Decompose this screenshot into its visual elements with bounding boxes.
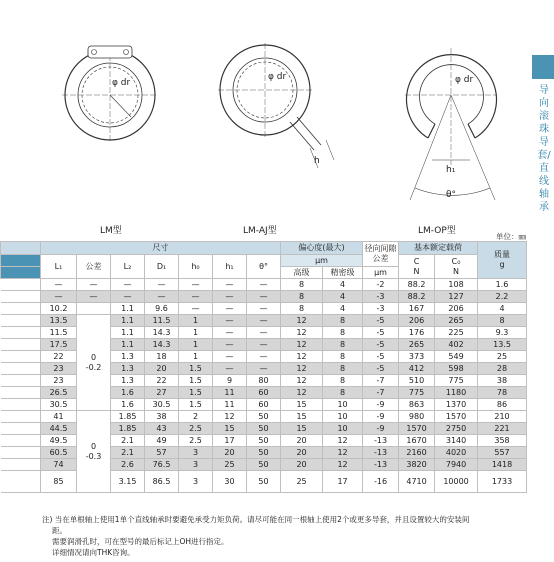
table-cell: -5 [363,315,399,327]
table-cell: 1 [179,339,213,351]
table-cell: 12 [281,339,323,351]
table-cell: 1570 [399,423,435,435]
table-cell: 23 [41,363,77,375]
table-cell: — [41,279,77,291]
c0-label: C₀ [451,256,461,266]
row-stub [1,351,41,363]
header-eccentricity [281,242,363,255]
table-cell: 20 [281,459,323,471]
table-cell: 11 [213,399,247,411]
diagram-area [0,0,554,240]
table-cell: 49.5 [41,435,77,447]
table-cell: 2.6 [111,459,145,471]
table-cell: 1570 [435,411,478,423]
table-cell: 8 [323,327,363,339]
table-cell: — [213,327,247,339]
lm-op-dr-label: φ dr [455,75,474,85]
row-stub [1,315,41,327]
header-tolerance: 公差 [77,255,111,279]
table-cell: 15 [281,423,323,435]
table-cell: 12 [281,387,323,399]
table-cell: 4 [323,291,363,303]
table-cell: -5 [363,327,399,339]
table-cell: 1.1 [111,315,145,327]
table-cell: 10.2 [41,303,77,315]
table-cell: 50 [247,423,281,435]
table-cell: — [247,339,281,351]
table-cell: — [247,315,281,327]
table-cell: — [41,291,77,303]
table-cell: 50 [247,459,281,471]
header-mass [478,242,527,279]
table-cell: 8 [323,315,363,327]
table-cell: 60 [247,387,281,399]
table-row [1,291,527,303]
row-stub [1,459,41,471]
table-cell: 8 [478,315,527,327]
table-cell: 1670 [399,435,435,447]
table-cell: 74 [41,459,77,471]
table-cell: 26.5 [41,387,77,399]
table-cell: -3 [363,291,399,303]
table-cell: 358 [478,435,527,447]
table-cell: 22 [41,351,77,363]
table-cell: 2750 [435,423,478,435]
table-cell: 127 [435,291,478,303]
table-cell: 27 [145,387,179,399]
table-cell: 8 [323,375,363,387]
table-cell: 17 [213,435,247,447]
table-cell: 12 [323,435,363,447]
table-cell: 86.5 [145,471,179,493]
table-cell: — [213,339,247,351]
table-cell: 25 [213,459,247,471]
table-cell: -9 [363,411,399,423]
mass-unit: g [499,260,505,269]
table-cell: 598 [435,363,478,375]
table-cell: 43 [145,423,179,435]
table-cell: 8 [323,351,363,363]
row-stub [1,291,41,303]
table-cell: 88.2 [399,279,435,291]
unit-label: 单位：㎜ [496,232,526,241]
table-cell: -9 [363,399,399,411]
header-load-rating: 基本额定载荷 [399,242,478,255]
table-cell: 2.1 [111,447,145,459]
table-cell: 8 [323,339,363,351]
table-cell: 25 [478,351,527,363]
row-stub [1,447,41,459]
table-cell: — [247,351,281,363]
table-cell: 1.1 [111,303,145,315]
table-cell: — [247,279,281,291]
header-radial-clearance [363,242,399,267]
table-cell: 12 [281,363,323,375]
table-cell: — [179,291,213,303]
table-cell: 9 [213,375,247,387]
table-cell: 11 [213,387,247,399]
table-cell: 775 [399,387,435,399]
table-cell: 2.5 [179,423,213,435]
header-c [399,255,435,279]
header-left-stub-2 [1,255,41,267]
table-cell: 88.2 [399,291,435,303]
tolerance-cell [77,303,111,315]
table-cell: 12 [281,315,323,327]
table-cell: 1 [179,315,213,327]
row-stub [1,339,41,351]
header-c0 [435,255,478,279]
table-cell: 1370 [435,399,478,411]
lm-op-theta-label: θ° [446,190,457,200]
table-cell: 863 [399,399,435,411]
tolerance-group-2: 0 -0.3 [77,411,111,493]
header-left-stub-3 [1,267,41,279]
row-stub [1,435,41,447]
table-cell: 510 [399,375,435,387]
table-cell: 22 [145,375,179,387]
table-cell: 86 [478,399,527,411]
tolerance-cell: — [77,279,111,291]
table-cell: — [145,291,179,303]
table-cell: 221 [478,423,527,435]
table-cell: 1.5 [179,363,213,375]
table-cell: 2 [179,411,213,423]
table-cell: 50 [247,447,281,459]
lm-aj-type-diagram [218,43,334,168]
header-precision-grade: 精密级 [323,267,363,279]
table-cell: 2.2 [478,291,527,303]
table-cell: -5 [363,363,399,375]
row-stub [1,327,41,339]
table-cell: 9.3 [478,327,527,339]
c-unit: N [413,266,420,276]
header-L1: L₁ [41,255,77,279]
side-tab-marker [532,55,554,79]
table-cell: — [213,315,247,327]
header-high-grade: 高级 [281,267,323,279]
header-theta: θ° [247,255,281,279]
header-radial-unit: μm [363,267,399,279]
header-h0: h₀ [179,255,213,279]
lm-op-type-diagram [405,48,497,200]
row-stub [1,303,41,315]
table-row [1,315,527,327]
table-cell: 1 [179,327,213,339]
table-cell: 30.5 [41,399,77,411]
row-stub [1,375,41,387]
table-cell: 3140 [435,435,478,447]
table-cell: — [213,351,247,363]
table-cell: 17 [323,471,363,493]
table-row [1,303,527,315]
row-stub [1,279,41,291]
table-cell: 1.6 [111,387,145,399]
header-dimensions: 尺寸 [41,242,281,255]
table-cell: 60.5 [41,447,77,459]
table-cell: 13.5 [41,315,77,327]
table-cell: -5 [363,351,399,363]
table-cell: 3 [179,459,213,471]
table-cell: — [247,291,281,303]
table-cell: 78 [478,387,527,399]
table-cell: -7 [363,375,399,387]
table-cell: 30 [213,471,247,493]
table-cell: 10 [323,411,363,423]
table-cell: 50 [247,471,281,493]
table-cell: -5 [363,339,399,351]
side-section-title: 导向滚珠导套/直线轴承 [537,85,551,213]
table-cell: 17.5 [41,339,77,351]
table-row [1,411,527,423]
table-cell: 11.5 [41,327,77,339]
table-cell: 28 [478,363,527,375]
table-cell: 1.5 [179,399,213,411]
table-cell: 80 [247,375,281,387]
table-cell: 15 [281,411,323,423]
lm-op-h1-label: h₁ [446,165,456,175]
c-label: C [413,256,420,266]
table-cell: 1.3 [111,375,145,387]
table-cell: — [213,303,247,315]
table-cell: 775 [435,375,478,387]
header-eccentricity-unit: μm [281,255,363,267]
table-cell: 4 [478,303,527,315]
table-cell: 15 [213,423,247,435]
table-cell: -13 [363,435,399,447]
header-D1: D₁ [145,255,179,279]
table-cell: 12 [323,447,363,459]
lm-type-diagram [62,46,158,143]
table-cell: 402 [435,339,478,351]
header-L2: L₂ [111,255,145,279]
note-line-1: 注) 当在单根轴上使用1单个直线轴承时要避免承受力矩负荷。请尽可能在同一根轴上使用2个或更多导套，并且设置较大的安装间 [42,515,470,524]
table-cell: 14.3 [145,339,179,351]
table-cell: 1.1 [111,339,145,351]
table-cell: 50 [247,411,281,423]
table-cell: 49 [145,435,179,447]
table-cell: -7 [363,387,399,399]
note-line-2: 距。 [52,526,67,535]
table-cell: 12 [281,327,323,339]
c0-unit: N [453,266,460,276]
table-cell: 12 [281,351,323,363]
table-cell: — [179,303,213,315]
table-cell: -13 [363,459,399,471]
table-cell: -16 [363,471,399,493]
table-cell: 265 [435,315,478,327]
table-cell: 10000 [435,471,478,493]
table-cell: 3 [179,471,213,493]
table-cell: 18 [145,351,179,363]
table-cell: 176 [399,327,435,339]
table-cell: 10 [323,399,363,411]
table-cell: 85 [41,471,77,493]
table-cell: 9.6 [145,303,179,315]
table-cell: 60 [247,399,281,411]
table-cell: 2.5 [179,435,213,447]
table-cell: 1418 [478,459,527,471]
tolerance-cell: — [77,291,111,303]
bearing-diagrams [0,0,554,240]
table-cell: -13 [363,447,399,459]
spec-table [0,241,527,493]
table-cell: 14.3 [145,327,179,339]
tolerance-group-1: 0 -0.2 [77,315,111,411]
table-cell: 3.15 [111,471,145,493]
table-cell: — [213,279,247,291]
table-cell: 41 [41,411,77,423]
mass-label: 质量 [494,250,511,259]
table-cell: 12 [281,375,323,387]
table-cell: 1.6 [111,399,145,411]
lm-aj-type-label: LM-AJ型 [243,226,277,236]
table-cell: 225 [435,327,478,339]
table-cell: 206 [399,315,435,327]
table-cell: 1.3 [111,363,145,375]
table-cell: 265 [399,339,435,351]
table-cell: — [145,279,179,291]
table-cell: — [179,279,213,291]
table-cell: 1.5 [179,375,213,387]
table-cell: — [247,363,281,375]
table-cell: 7940 [435,459,478,471]
row-stub [1,387,41,399]
table-cell: 108 [435,279,478,291]
table-cell: 8 [281,303,323,315]
table-cell: 4 [323,279,363,291]
lm-op-type-label: LM-OP型 [418,226,456,236]
table-cell: 23 [41,375,77,387]
table-cell: 1733 [478,471,527,493]
table-cell: 10 [323,423,363,435]
table-cell: 8 [281,291,323,303]
table-cell: 57 [145,447,179,459]
table-cell: — [111,279,145,291]
table-cell: 20 [281,435,323,447]
table-cell: 1.6 [478,279,527,291]
radial-clearance-label: 径向间隙公差 [364,244,397,263]
table-cell: 25 [281,471,323,493]
table-cell: 50 [247,435,281,447]
table-cell: 206 [435,303,478,315]
table-cell: 980 [399,411,435,423]
notes [42,514,522,558]
table-cell: -3 [363,303,399,315]
header-h1: h₁ [213,255,247,279]
table-row [1,279,527,291]
table-cell: 4020 [435,447,478,459]
table-cell: 76.5 [145,459,179,471]
table-cell: 412 [399,363,435,375]
lm-type-label: LM型 [100,226,122,236]
row-stub [1,423,41,435]
row-stub [1,399,41,411]
table-cell: 1180 [435,387,478,399]
table-cell: 1.3 [111,351,145,363]
table-cell: 12 [213,411,247,423]
table-cell: — [111,291,145,303]
table-cell: 20 [145,363,179,375]
table-cell: — [213,291,247,303]
table-cell: 210 [478,411,527,423]
table-cell: 3820 [399,459,435,471]
table-cell: 1.1 [111,327,145,339]
table-cell: 1 [179,351,213,363]
lm-aj-dr-label: φ dr [268,72,287,82]
table-cell: — [247,327,281,339]
row-stub [1,363,41,375]
table-cell: 4710 [399,471,435,493]
table-cell: 557 [478,447,527,459]
row-stub [1,411,41,423]
table-cell: -2 [363,279,399,291]
table-cell: 2160 [399,447,435,459]
table-cell: 20 [281,447,323,459]
table-cell: 44.5 [41,423,77,435]
table-cell: 8 [281,279,323,291]
table-cell: 167 [399,303,435,315]
row-stub [1,471,41,493]
table-cell: 12 [323,459,363,471]
lm-aj-h-label: h [314,156,320,166]
table-cell: 11.5 [145,315,179,327]
table-cell: 8 [323,363,363,375]
table-cell: 8 [323,387,363,399]
eccentricity-label: 偏心度(最大) [298,243,345,252]
table-cell: 1.85 [111,423,145,435]
table-cell: 20 [213,447,247,459]
table-cell: 4 [323,303,363,315]
table-cell: 2.1 [111,435,145,447]
table-cell: — [247,303,281,315]
table-cell: 1.5 [179,387,213,399]
table-cell: 1.85 [111,411,145,423]
note-line-4: 详细情况请向THK咨询。 [52,548,135,557]
header-left-stub [1,242,41,255]
table-cell: 549 [435,351,478,363]
note-line-3: 需要润滑孔时，可在型号的最后标记上OH进行指定。 [52,537,229,546]
table-cell: 38 [478,375,527,387]
spec-table-body [1,279,527,493]
table-cell: 38 [145,411,179,423]
table-cell: — [213,363,247,375]
table-cell: -9 [363,423,399,435]
table-cell: 15 [281,399,323,411]
table-cell: 13.5 [478,339,527,351]
table-cell: 373 [399,351,435,363]
lm-dr-label: φ dr [112,78,131,88]
table-cell: 30.5 [145,399,179,411]
table-cell: 3 [179,447,213,459]
